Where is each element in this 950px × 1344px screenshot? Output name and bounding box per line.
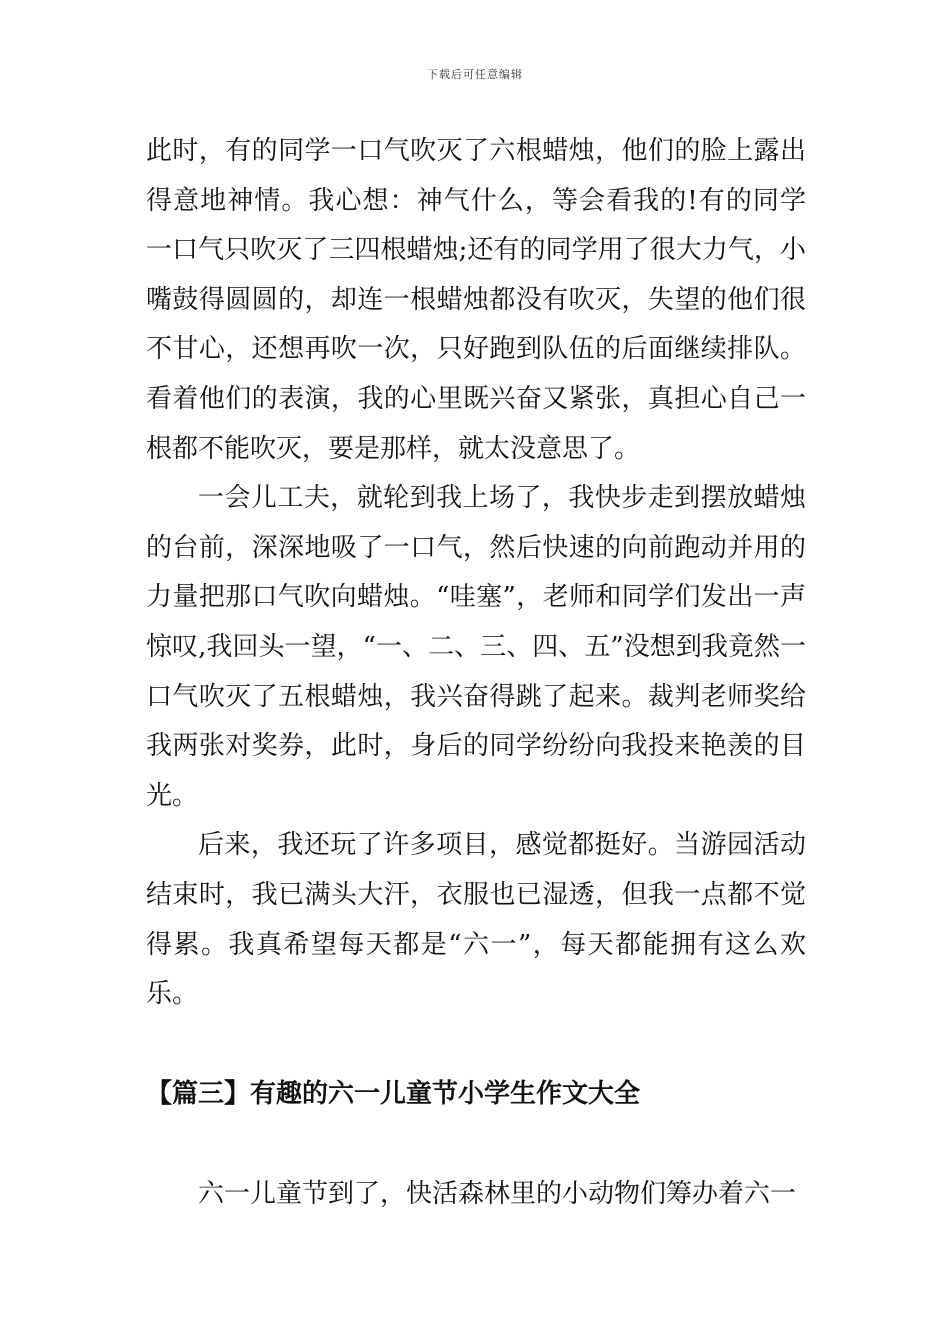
paragraph-1: 此时，有的同学一口气吹灭了六根蜡烛，他们的脸上露出得意地神情。我心想：神气什么，等会看我的!有的同学一口气只吹灭了三四根蜡烛;还有的同学用了很大力气，小嘴鼓得圆圆的，却连一根蜡烛都没有吹灭，失望的他们很不甘心，还想再吹一次，只好跑到队伍的后面继续排队。看着他们的表演，我的心里既兴奋又紧张，真担心自己一根都不能吹灭，要是那样，就太没意思了。	[146, 136, 806, 464]
paragraph-3: 后来，我还玩了许多项目，感觉都挺好。当游园活动结束时，我已满头大汗，衣服也已湿透，但我一点都不觉得累。我真希望每天都是“六一”，每天都能拥有这么欢乐。	[146, 830, 806, 1010]
body-text	[146, 127, 806, 1020]
header-note: 下载后可任意编辑	[427, 68, 523, 81]
paragraph-4: 六一儿童节到了，快活森林里的小动物们筹办着六一	[198, 1179, 797, 1209]
section-body	[146, 1170, 806, 1220]
section-heading: 【篇三】有趣的六一儿童节小学生作文大全	[146, 1079, 641, 1109]
paragraph-2: 一会儿工夫，就轮到我上场了，我快步走到摆放蜡烛的台前，深深地吸了一口气，然后快速的向前跑动并用的力量把那口气吹向蜡烛。“哇塞”，老师和同学们发出一声惊叹,我回头一望，“一、二、三、四、五”没想到我竟然一口气吹灭了五根蜡烛，我兴奋得跳了起来。裁判老师奖给我两张对奖券，此时，身后的同学纷纷向我投来艳羡的目光。	[146, 483, 806, 811]
